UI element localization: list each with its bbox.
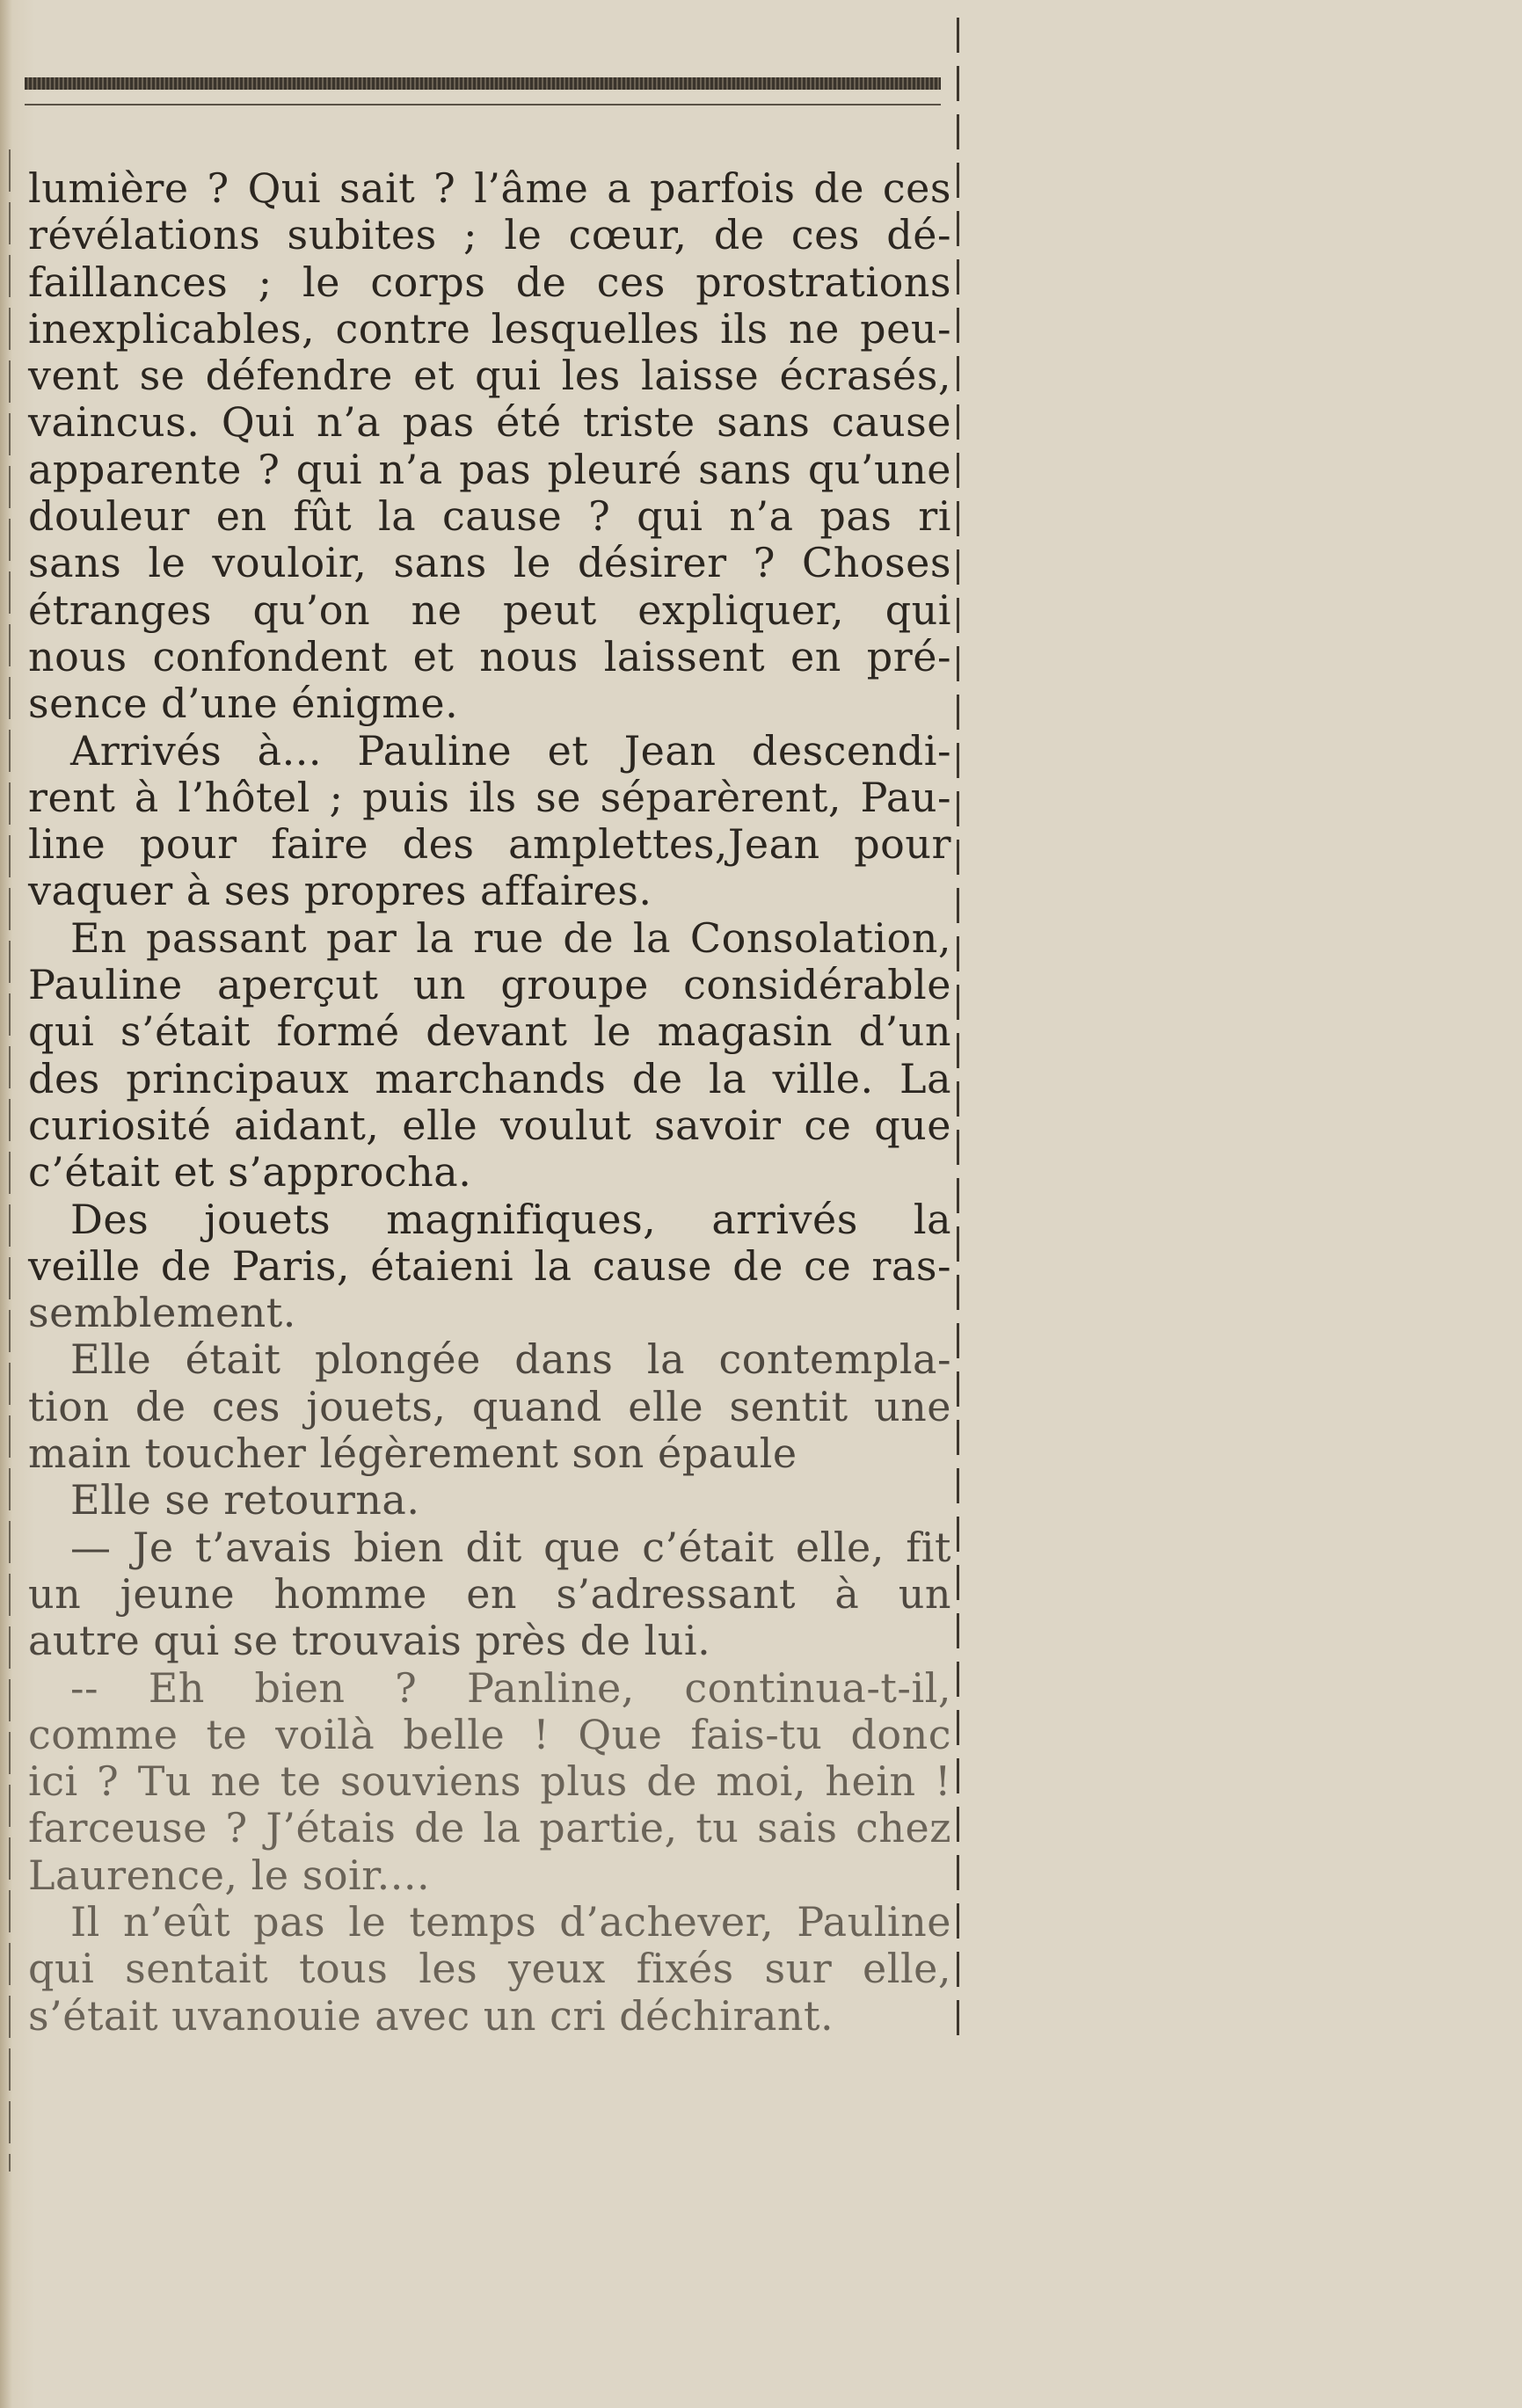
- article-line: line pour faire des amplettes,Jean pour: [28, 820, 951, 869]
- left-column-border: [9, 149, 11, 2172]
- article-line: des principaux marchands de la ville. La: [28, 1054, 951, 1102]
- article-line: sence d’une énigme.: [28, 680, 459, 728]
- article-line: étranges qu’on ne peut expliquer, qui: [28, 586, 951, 634]
- article-line: vent se défendre et qui les laisse écrasés,: [28, 352, 951, 400]
- article-line: c’était et s’approcha.: [28, 1148, 472, 1197]
- article-line: inexplicables, contre lesquelles ils ne peu-: [28, 304, 951, 353]
- article-line: Des jouets magnifiques, arrivés la: [70, 1195, 951, 1243]
- article-line: veille de Paris, étaieni la cause de ce ras-: [28, 1241, 951, 1290]
- article-line: Elle se retourna.: [70, 1476, 420, 1524]
- right-column-border: [957, 18, 959, 2040]
- article-line: curiosité aidant, elle voulut savoir ce que: [28, 1101, 951, 1149]
- article-line: Arrivés à... Pauline et Jean descendi-: [70, 726, 951, 775]
- article-line: — Je t’avais bien dit que c’était elle, fit: [70, 1523, 951, 1571]
- header-rule-thin: [25, 104, 941, 105]
- article-line: ici ? Tu ne te souviens plus de moi, hein !: [28, 1757, 951, 1806]
- article-line: révélations subites ; le cœur, de ces dé-: [28, 211, 951, 259]
- article-line: -- Eh bien ? Panline, continua-t-il,: [70, 1663, 951, 1712]
- article-line: lumière ? Qui sait ? l’âme a parfois de ces: [28, 164, 951, 212]
- header-rule-thick: [25, 77, 941, 90]
- article-line: apparente ? qui n’a pas pleuré sans qu’une: [28, 445, 951, 493]
- article-line: qui s’était formé devant le magasin d’un: [28, 1008, 951, 1056]
- article-line: main toucher légèrement son épaule: [28, 1430, 797, 1478]
- article-line: sans le vouloir, sans le désirer ? Choses: [28, 539, 951, 587]
- article-line: qui sentait tous les yeux fixés sur elle,: [28, 1945, 951, 1993]
- article-line: un jeune homme en s’adressant à un: [28, 1569, 951, 1618]
- article-line: farceuse ? J’étais de la partie, tu sais chez: [28, 1804, 951, 1852]
- article-line: Pauline aperçut un groupe considérable: [28, 961, 951, 1009]
- article-line: vaincus. Qui n’a pas été triste sans cause: [28, 398, 951, 447]
- article-line: s’était uvanouie avec un cri déchirant.: [28, 1991, 834, 2040]
- article-line: comme te voilà belle ! Que fais-tu donc: [28, 1710, 951, 1758]
- article-line: rent à l’hôtel ; puis ils se séparèrent, Pau-: [28, 773, 951, 821]
- article-line: Il n’eût pas le temps d’achever, Pauline: [70, 1897, 951, 1946]
- article-line: En passant par la rue de la Consolation,: [70, 913, 951, 962]
- article-line: autre qui se trouvais près de lui.: [28, 1617, 711, 1665]
- article-line: Laurence, le soir....: [28, 1851, 431, 1899]
- article-line: semblement.: [28, 1289, 296, 1337]
- article-line: nous confondent et nous laissent en pré-: [28, 632, 951, 680]
- article-line: faillances ; le corps de ces prostrations: [28, 258, 951, 306]
- article-line: douleur en fût la cause ? qui n’a pas ri: [28, 492, 951, 541]
- article-line: vaquer à ses propres affaires.: [28, 867, 652, 915]
- article-text-column: [28, 165, 951, 2040]
- article-line: tion de ces jouets, quand elle sentit une: [28, 1382, 951, 1430]
- article-line: Elle était plongée dans la contempla-: [70, 1335, 951, 1384]
